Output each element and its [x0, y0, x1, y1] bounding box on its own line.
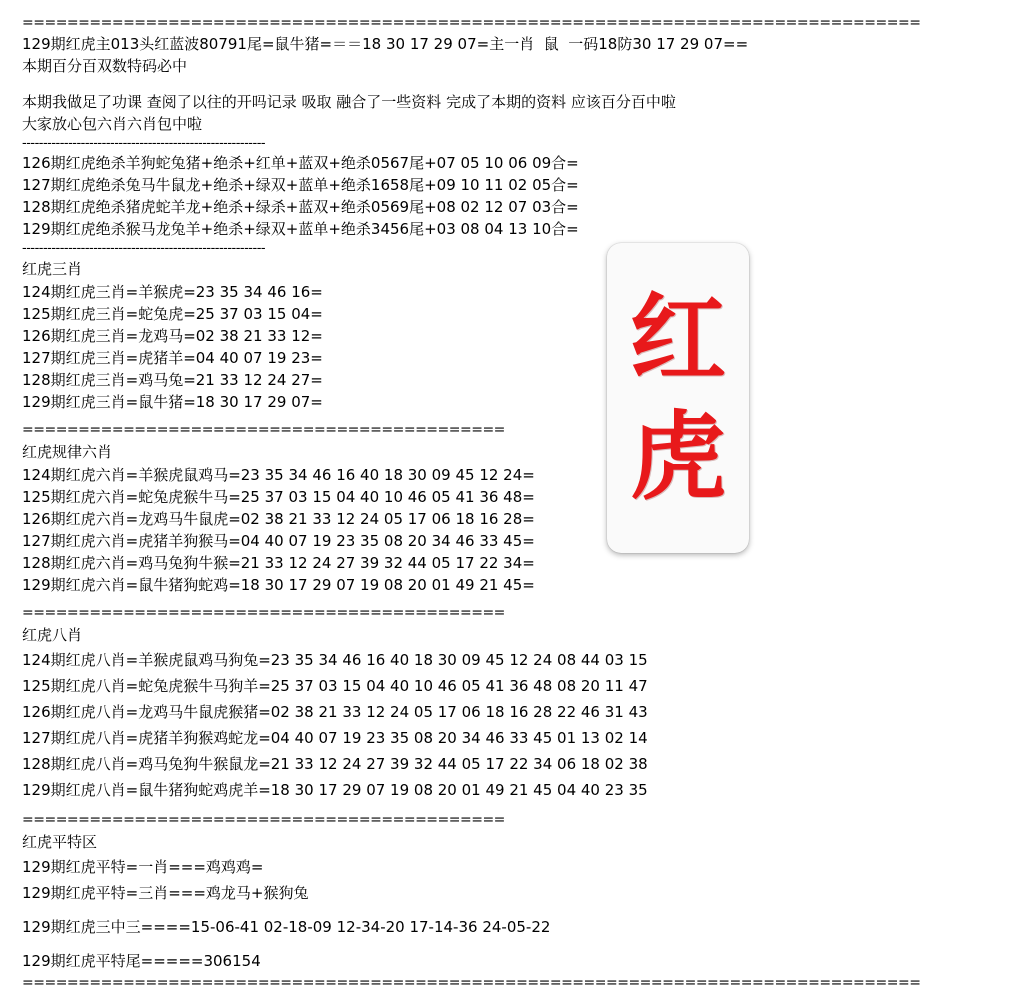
liuxiao-line-4: 127期红虎六肖=虎猪羊狗猴马=04 40 07 19 23 35 08 20 34 46 33 45= [22, 532, 535, 550]
separator-after-liuxiao: =========================================== [22, 605, 505, 621]
spacer [22, 906, 942, 914]
pingte-line-3: 129期红虎三中三====15-06-41 02-18-09 12-34-20 17-14-36 24-05-22 [22, 918, 551, 936]
spacer [22, 803, 942, 811]
pingte-line-2: 129期红虎平特=三肖===鸡龙马+猴狗兔 [22, 884, 309, 902]
sanxiao-line-3: 126期红虎三肖=龙鸡马=02 38 21 33 12= [22, 327, 323, 345]
separator-bottom: ================================================================================ [22, 975, 921, 991]
baxiao-line-1: 124期红虎八肖=羊猴虎鼠鸡马狗兔=23 35 34 46 16 40 18 30 09 45 12 24 08 44 03 15 [22, 651, 648, 669]
sanxiao-line-5: 128期红虎三肖=鸡马兔=21 33 12 24 27= [22, 371, 323, 389]
section-title-sanxiao: 红虎三肖 [22, 260, 83, 278]
pingte-line-1: 129期红虎平特=一肖===鸡鸡鸡= [22, 858, 264, 876]
intro-line-1: 本期我做足了功课 查阅了以往的开吗记录 吸取 融合了一些资料 完成了本期的资料 应该百分百中啦 [22, 93, 676, 111]
kill-line-4: 129期红虎绝杀猴马龙兔羊+绝杀+绿双+蓝单+绝杀3456尾+03 08 04 13 10合= [22, 220, 579, 238]
sanxiao-line-4: 127期红虎三肖=虎猪羊=04 40 07 19 23= [22, 349, 323, 367]
separator-after-sanxiao: =========================================== [22, 422, 505, 438]
spacer [22, 77, 942, 91]
liuxiao-line-3: 126期红虎六肖=龙鸡马牛鼠虎=02 38 21 33 12 24 05 17 06 18 16 28= [22, 510, 535, 528]
separator-after-baxiao: =========================================== [22, 812, 505, 828]
document-content [22, 14, 942, 993]
baxiao-line-4: 127期红虎八肖=虎猪羊狗猴鸡蛇龙=04 40 07 19 23 35 08 20 34 46 33 45 01 13 02 14 [22, 729, 648, 747]
kill-line-2: 127期红虎绝杀兔马牛鼠龙+绝杀+绿双+蓝单+绝杀1658尾+09 10 11 02 05合= [22, 176, 579, 194]
sanxiao-line-2: 125期红虎三肖=蛇兔虎=25 37 03 15 04= [22, 305, 323, 323]
hongtiger-logo-card [607, 243, 749, 553]
spacer [22, 413, 942, 421]
pingte-line-4: 129期红虎平特尾=====306154 [22, 952, 261, 970]
liuxiao-line-5: 128期红虎六肖=鸡马兔狗牛猴=21 33 12 24 27 39 32 44 05 17 22 34= [22, 554, 535, 572]
header-line-2: 本期百分百双数特码必中 [22, 57, 188, 75]
baxiao-line-5: 128期红虎八肖=鸡马兔狗牛猴鼠龙=21 33 12 24 27 39 32 44 05 17 22 34 06 18 02 38 [22, 755, 648, 773]
kill-line-3: 128期红虎绝杀猪虎蛇羊龙+绝杀+绿杀+蓝双+绝杀0569尾+08 02 12 07 03合= [22, 198, 579, 216]
sanxiao-line-6: 129期红虎三肖=鼠牛猪=18 30 17 29 07= [22, 393, 323, 411]
baxiao-line-3: 126期红虎八肖=龙鸡马牛鼠虎猴猪=02 38 21 33 12 24 05 17 06 18 16 28 22 46 31 43 [22, 703, 648, 721]
spacer [22, 940, 942, 948]
header-line-1: 129期红虎主013头红蓝波80791尾=鼠牛猪=＝＝18 30 17 29 07=主一肖 鼠 一码18防30 17 29 07== [22, 35, 749, 53]
kill-line-1: 126期红虎绝杀羊狗蛇兔猪+绝杀+红单+蓝双+绝杀0567尾+07 05 10 06 09合= [22, 154, 579, 172]
section-title-baxiao: 红虎八肖 [22, 626, 83, 644]
liuxiao-line-1: 124期红虎六肖=羊猴虎鼠鸡马=23 35 34 46 16 40 18 30 09 45 12 24= [22, 466, 535, 484]
logo-char-hu: 虎 [630, 401, 726, 513]
baxiao-line-2: 125期红虎八肖=蛇兔虎猴牛马狗羊=25 37 03 15 04 40 10 46 05 41 36 48 08 20 11 47 [22, 677, 648, 695]
logo-char-hong: 红 [630, 283, 726, 395]
dash-rule-2: ---------------------------------------------------------- [22, 241, 266, 256]
section-title-pingte: 红虎平特区 [22, 833, 98, 851]
dash-rule-1: ---------------------------------------------------------- [22, 136, 266, 151]
baxiao-line-6: 129期红虎八肖=鼠牛猪狗蛇鸡虎羊=18 30 17 29 07 19 08 20 01 49 21 45 04 40 23 35 [22, 781, 648, 799]
spacer [22, 596, 942, 604]
separator-top: ================================================================================ [22, 15, 921, 31]
liuxiao-line-2: 125期红虎六肖=蛇兔虎猴牛马=25 37 03 15 04 40 10 46 05 41 36 48= [22, 488, 535, 506]
sanxiao-line-1: 124期红虎三肖=羊猴虎=23 35 34 46 16= [22, 283, 323, 301]
intro-line-2: 大家放心包六肖六肖包中啦 [22, 115, 203, 133]
section-title-liuxiao: 红虎规律六肖 [22, 443, 113, 461]
liuxiao-line-6: 129期红虎六肖=鼠牛猪狗蛇鸡=18 30 17 29 07 19 08 20 01 49 21 45= [22, 576, 535, 594]
